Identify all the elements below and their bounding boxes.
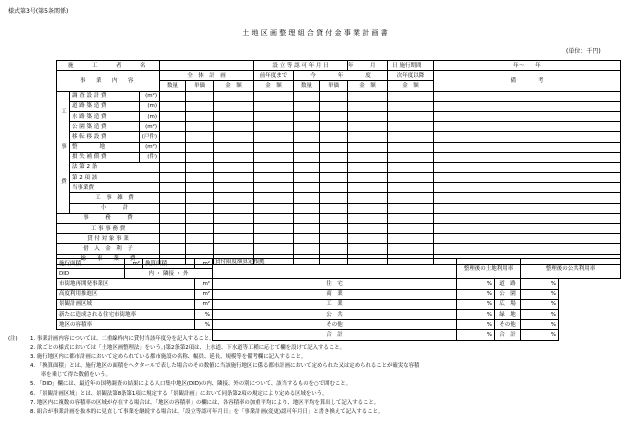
note-item: 4. 「換算面積」とは、施行地区の面積をヘクタールで表した場合のその数値に当該施行地区に係る都市計画において定められた又は定められることが確実な容積 bbox=[30, 363, 420, 370]
note-item: 2. 欲ごとの様式においては「土地区画整理法」をいう。)第2条第2項は、上水道、下水道等工種に応じて欄を設けて記入すること。 bbox=[30, 345, 345, 352]
plan-cell[interactable] bbox=[294, 122, 320, 132]
plan-cell[interactable] bbox=[388, 101, 434, 111]
plan-cell[interactable] bbox=[434, 244, 621, 254]
public-use-title: 整理後の公共利用率 bbox=[521, 259, 621, 279]
work-item-name: 当事業費 bbox=[70, 183, 160, 193]
work-row bbox=[57, 101, 621, 111]
land-use-unit[interactable]: % bbox=[457, 320, 495, 330]
form-label: 様式第3号(第5条関係) bbox=[8, 8, 69, 15]
land-use-label: その他 bbox=[213, 320, 457, 330]
lower-row bbox=[57, 320, 621, 330]
plan-cell[interactable] bbox=[160, 244, 186, 254]
plan-cell[interactable] bbox=[160, 173, 186, 183]
plan-cell[interactable] bbox=[254, 122, 294, 132]
other-item-name: 借 入 金 利 子 bbox=[57, 244, 160, 254]
other-item-name: 総 事 業 費 bbox=[57, 254, 160, 264]
plan-cell[interactable] bbox=[186, 213, 214, 223]
plan-cell[interactable] bbox=[186, 183, 214, 193]
plan-cell[interactable] bbox=[186, 193, 214, 203]
work-item-unit: (m²) bbox=[140, 122, 160, 132]
plan-cell[interactable] bbox=[320, 193, 348, 203]
plan-cell[interactable] bbox=[294, 173, 320, 183]
plan-cell[interactable] bbox=[160, 111, 186, 121]
plan-cell[interactable] bbox=[348, 132, 388, 142]
plan-cell[interactable] bbox=[320, 101, 348, 111]
plan-cell[interactable] bbox=[214, 183, 254, 193]
plan-cell[interactable] bbox=[186, 132, 214, 142]
plan-cell[interactable] bbox=[348, 152, 388, 162]
land-use-label: 工 業 bbox=[213, 299, 457, 309]
lower-row bbox=[57, 299, 621, 309]
did-options[interactable]: 内 ・ 隣接 ・ 外 bbox=[125, 269, 213, 279]
plan-cell[interactable] bbox=[254, 224, 294, 234]
work-item-unit: (m²) bbox=[140, 142, 160, 152]
other-cost-row bbox=[57, 224, 621, 234]
plan-cell[interactable] bbox=[254, 183, 294, 193]
plan-cell[interactable] bbox=[434, 234, 621, 244]
note-item: 7. 地区内に複数の容積率の区域が存在する場合は、「地区の容積率」の欄には、各容積率の加重平均により、地区平均を算出して記入すること。 bbox=[30, 399, 380, 406]
lower-left-label: 地区の容積率 bbox=[57, 320, 195, 330]
plan-cell[interactable] bbox=[186, 173, 214, 183]
plan-cell[interactable] bbox=[294, 142, 320, 152]
plan-cell[interactable] bbox=[254, 162, 294, 172]
public-use-label: その他 bbox=[495, 320, 521, 330]
plan-cell[interactable] bbox=[348, 111, 388, 121]
lower-left-label: 景観計画区域 bbox=[57, 299, 195, 309]
plan-cell[interactable] bbox=[214, 213, 254, 223]
col-unit-price: 単価 bbox=[186, 81, 214, 91]
page-title: 土 地 区 画 整 理 組 合 貸 付 金 事 業 計 画 書 bbox=[242, 29, 388, 37]
plan-cell[interactable] bbox=[434, 173, 621, 183]
note-item: 8. 組合が事業計画を抜本的に見直して事業を継続する場合は、「設立等認可年月日」を「事業計画(変更)認可年月日」と書き換えて記入すること。 bbox=[30, 408, 384, 415]
plan-cell[interactable] bbox=[254, 203, 294, 213]
col-cur-unit-price: 単価 bbox=[320, 81, 348, 91]
plan-cell[interactable] bbox=[160, 91, 186, 101]
public-use-unit[interactable]: % bbox=[521, 299, 559, 309]
work-item-name: 法 第 2 条 bbox=[70, 162, 160, 172]
work-item-unit: (m) bbox=[140, 111, 160, 121]
plan-cell[interactable] bbox=[254, 173, 294, 183]
plan-cell[interactable] bbox=[214, 193, 254, 203]
work-item-name: 小 計 bbox=[70, 203, 160, 213]
plan-cell[interactable] bbox=[348, 224, 388, 234]
plan-cell[interactable] bbox=[160, 234, 186, 244]
plan-cell[interactable] bbox=[434, 224, 621, 234]
plan-cell[interactable] bbox=[186, 101, 214, 111]
land-use-title: 整理後の土地利用率 bbox=[457, 259, 521, 279]
plan-cell[interactable] bbox=[294, 183, 320, 193]
plan-cell[interactable] bbox=[254, 132, 294, 142]
work-item-name: 損 失 補 償 費 bbox=[70, 152, 140, 162]
note-item: 5. 「DID」欄には、最近年の国勢調査の結果による人口集中地区(DID)の内、隣接、外の別について、該当するものを○で囲むこと。 bbox=[30, 381, 352, 388]
plan-cell[interactable] bbox=[434, 142, 621, 152]
plan-cell[interactable] bbox=[254, 244, 294, 254]
applicant-value[interactable] bbox=[160, 61, 254, 71]
land-use-unit[interactable]: % bbox=[457, 299, 495, 309]
work-row bbox=[57, 142, 621, 152]
plan-cell[interactable] bbox=[214, 162, 254, 172]
lower-left-label: 市街地再開発事業区 bbox=[57, 279, 195, 289]
plan-cell[interactable] bbox=[254, 142, 294, 152]
plan-cell[interactable] bbox=[320, 213, 348, 223]
public-use-unit[interactable]: % bbox=[521, 330, 559, 340]
land-use-unit[interactable]: % bbox=[457, 330, 495, 340]
approval-date-value[interactable]: 年 月 日 bbox=[348, 61, 388, 71]
plan-cell[interactable] bbox=[388, 193, 434, 203]
land-use-label: 商 業 bbox=[213, 289, 457, 299]
plan-cell[interactable] bbox=[320, 203, 348, 213]
plan-cell[interactable] bbox=[254, 193, 294, 203]
plan-cell[interactable] bbox=[434, 91, 621, 101]
plan-cell[interactable] bbox=[186, 244, 214, 254]
work-item-name: 公 園 築 造 費 bbox=[70, 122, 140, 132]
plan-cell[interactable] bbox=[254, 152, 294, 162]
lower-row bbox=[57, 279, 621, 289]
plan-cell[interactable] bbox=[186, 234, 214, 244]
work-row bbox=[57, 183, 621, 193]
plan-cell[interactable] bbox=[294, 162, 320, 172]
work-item-name: 第 2 項 該 bbox=[70, 173, 160, 183]
plan-cell[interactable] bbox=[348, 203, 388, 213]
public-use-unit[interactable]: % bbox=[521, 289, 559, 299]
work-item-name: 移 転 移 設 費 bbox=[70, 132, 140, 142]
plan-cell[interactable] bbox=[214, 122, 254, 132]
note-item: 6. 「景観計画区域」とは、景観法第8条第1項に規定する「景観計画」において同条第2項の規定により定める区域をいう。 bbox=[30, 390, 328, 397]
period-label: 施行期間 bbox=[388, 61, 434, 71]
plan-cell[interactable] bbox=[160, 203, 186, 213]
col-next-amount: 金 額 bbox=[388, 81, 434, 91]
land-use-unit[interactable]: % bbox=[457, 279, 495, 289]
public-use-label: 合 計 bbox=[495, 330, 521, 340]
public-use-unit[interactable]: % bbox=[521, 309, 559, 319]
plan-cell[interactable] bbox=[434, 203, 621, 213]
plan-cell[interactable] bbox=[294, 234, 320, 244]
applicant-label: 施 工 者 名 bbox=[57, 61, 160, 71]
plan-cell[interactable] bbox=[320, 142, 348, 152]
plan-cell[interactable] bbox=[294, 91, 320, 101]
converted-area-unit: m² bbox=[195, 259, 213, 269]
plan-cell[interactable] bbox=[320, 244, 348, 254]
plan-cell[interactable] bbox=[214, 224, 254, 234]
other-cost-row bbox=[57, 244, 621, 254]
plan-cell[interactable] bbox=[254, 213, 294, 223]
plan-cell[interactable] bbox=[160, 101, 186, 111]
plan-cell[interactable] bbox=[186, 111, 214, 121]
plan-cell[interactable] bbox=[160, 183, 186, 193]
col-prev-amount: 金 額 bbox=[254, 81, 294, 91]
note-item: 率を乗じて得た数値をいう。 bbox=[30, 372, 111, 379]
plan-cell[interactable] bbox=[388, 162, 434, 172]
plan-cell[interactable] bbox=[348, 213, 388, 223]
plan-cell[interactable] bbox=[388, 173, 434, 183]
notes-section bbox=[8, 335, 419, 417]
plan-cell[interactable] bbox=[160, 122, 186, 132]
note-item: 3. 施行地区内に都市計画において定められている都市施設の名称、幅員、延長、規模等を備考欄に記入すること。 bbox=[30, 354, 307, 361]
did-label: DID bbox=[57, 269, 125, 279]
plan-cell[interactable] bbox=[434, 132, 621, 142]
col-prev-year: 前年度まで bbox=[254, 71, 294, 81]
work-item-unit: (m²) bbox=[140, 91, 160, 101]
plan-cell[interactable] bbox=[434, 183, 621, 193]
other-cost-row bbox=[57, 234, 621, 244]
public-use-unit[interactable]: % bbox=[521, 279, 559, 289]
plan-cell[interactable] bbox=[348, 142, 388, 152]
work-item-name: 工 事 雑 費 bbox=[70, 193, 160, 203]
plan-cell[interactable] bbox=[388, 183, 434, 193]
plan-cell[interactable] bbox=[214, 91, 254, 101]
notes-label: (注) bbox=[8, 336, 18, 342]
plan-cell[interactable] bbox=[434, 101, 621, 111]
plan-cell[interactable] bbox=[348, 183, 388, 193]
public-use-label: 公 園 bbox=[495, 289, 521, 299]
lower-left-unit: m² bbox=[195, 299, 213, 309]
other-cost-row bbox=[57, 213, 621, 223]
work-item-name: 水 路 築 造 費 bbox=[70, 111, 140, 121]
loan-basis[interactable]: 貸付限度額算定根拠 bbox=[213, 259, 457, 279]
plan-cell[interactable] bbox=[214, 203, 254, 213]
plan-cell[interactable] bbox=[214, 111, 254, 121]
plan-cell[interactable] bbox=[294, 193, 320, 203]
land-use-label: 公 共 bbox=[213, 309, 457, 319]
plan-cell[interactable] bbox=[434, 162, 621, 172]
plan-cell[interactable] bbox=[434, 193, 621, 203]
lower-left-unit: m² bbox=[195, 279, 213, 289]
plan-cell[interactable] bbox=[160, 213, 186, 223]
plan-cell[interactable] bbox=[320, 183, 348, 193]
area-label: 施行面積 bbox=[57, 259, 125, 269]
plan-cell[interactable] bbox=[294, 224, 320, 234]
plan-cell[interactable] bbox=[348, 122, 388, 132]
plan-cell[interactable] bbox=[214, 101, 254, 111]
approval-date-label: 設 立 等 認 可 年 月 日 bbox=[254, 61, 348, 71]
header-row-applicant bbox=[57, 61, 621, 71]
plan-cell[interactable] bbox=[254, 234, 294, 244]
plan-cell[interactable] bbox=[320, 224, 348, 234]
work-item-name: 道 路 築 造 費 bbox=[70, 101, 140, 111]
work-item-unit: (m) bbox=[140, 101, 160, 111]
plan-cell[interactable] bbox=[388, 122, 434, 132]
plan-cell[interactable] bbox=[254, 111, 294, 121]
plan-cell[interactable] bbox=[388, 234, 434, 244]
work-row bbox=[57, 122, 621, 132]
plan-cell[interactable] bbox=[294, 152, 320, 162]
plan-cell[interactable] bbox=[186, 224, 214, 234]
unit-note: (単位：千円) bbox=[566, 48, 601, 55]
plan-cell[interactable] bbox=[214, 132, 254, 142]
plan-cell[interactable] bbox=[214, 244, 254, 254]
public-use-label: 広 場 bbox=[495, 299, 521, 309]
plan-cell[interactable] bbox=[160, 224, 186, 234]
plan-cell[interactable] bbox=[214, 152, 254, 162]
plan-cell[interactable] bbox=[388, 152, 434, 162]
plan-cell[interactable] bbox=[294, 203, 320, 213]
plan-cell[interactable] bbox=[214, 173, 254, 183]
other-item-name: 貸 付 対 象 事 業 bbox=[57, 234, 160, 244]
work-row bbox=[57, 152, 621, 162]
converted-area-label: 換算面積 bbox=[143, 259, 195, 269]
col-total-plan: 全 体 計 画 bbox=[160, 71, 254, 81]
plan-cell[interactable] bbox=[186, 152, 214, 162]
col-cur-amount: 金 額 bbox=[348, 81, 388, 91]
lower-row bbox=[57, 289, 621, 299]
plan-cell[interactable] bbox=[254, 91, 294, 101]
work-row bbox=[57, 162, 621, 172]
plan-cell[interactable] bbox=[254, 101, 294, 111]
col-amount: 金 額 bbox=[214, 81, 254, 91]
work-item-name: 整 地 bbox=[70, 142, 140, 152]
work-row bbox=[57, 203, 621, 213]
plan-cell[interactable] bbox=[320, 152, 348, 162]
plan-cell[interactable] bbox=[186, 162, 214, 172]
work-row bbox=[57, 193, 621, 203]
col-cur-qty: 数量 bbox=[294, 81, 320, 91]
work-item-unit: (件) bbox=[140, 152, 160, 162]
plan-cell[interactable] bbox=[320, 173, 348, 183]
plan-cell[interactable] bbox=[348, 162, 388, 172]
plan-cell[interactable] bbox=[160, 132, 186, 142]
plan-cell[interactable] bbox=[214, 234, 254, 244]
land-use-unit[interactable]: % bbox=[457, 309, 495, 319]
col-remarks: 備 考 bbox=[434, 71, 621, 91]
land-use-label: 合 計 bbox=[213, 330, 457, 340]
plan-cell[interactable] bbox=[160, 142, 186, 152]
work-row bbox=[57, 132, 621, 142]
plan-cell[interactable] bbox=[160, 162, 186, 172]
main-plan-table bbox=[56, 60, 621, 265]
plan-cell[interactable] bbox=[388, 203, 434, 213]
plan-cell[interactable] bbox=[434, 152, 621, 162]
col-qty: 数量 bbox=[160, 81, 186, 91]
plan-cell[interactable] bbox=[186, 91, 214, 101]
plan-cell[interactable] bbox=[214, 142, 254, 152]
plan-cell[interactable] bbox=[294, 132, 320, 142]
plan-cell[interactable] bbox=[320, 91, 348, 101]
lower-left-label: 高度利用推進区 bbox=[57, 289, 195, 299]
plan-cell[interactable] bbox=[388, 142, 434, 152]
lower-left-unit: % bbox=[195, 309, 213, 319]
plan-cell[interactable] bbox=[186, 122, 214, 132]
land-use-label: 住 宅 bbox=[213, 279, 457, 289]
note-item: 1. 事業計画内容については、二重線枠内に貸付当該年度分を記入すること。 bbox=[30, 336, 215, 342]
plan-cell[interactable] bbox=[434, 122, 621, 132]
col-item: 事 業 内 容 bbox=[57, 71, 160, 91]
plan-cell[interactable] bbox=[434, 213, 621, 223]
plan-cell[interactable] bbox=[294, 111, 320, 121]
lower-left-unit: % bbox=[195, 320, 213, 330]
plan-cell[interactable] bbox=[388, 213, 434, 223]
public-use-unit[interactable]: % bbox=[521, 320, 559, 330]
plan-cell[interactable] bbox=[294, 101, 320, 111]
public-use-label: 緑 地 bbox=[495, 309, 521, 319]
plan-cell[interactable] bbox=[294, 213, 320, 223]
plan-cell[interactable] bbox=[320, 111, 348, 121]
land-use-unit[interactable]: % bbox=[457, 289, 495, 299]
other-item-name: 事 務 費 bbox=[57, 213, 160, 223]
plan-cell[interactable] bbox=[348, 91, 388, 101]
plan-cell[interactable] bbox=[320, 234, 348, 244]
plan-cell[interactable] bbox=[320, 162, 348, 172]
plan-cell[interactable] bbox=[186, 203, 214, 213]
plan-cell[interactable] bbox=[434, 111, 621, 121]
plan-cell[interactable] bbox=[388, 132, 434, 142]
plan-cell[interactable] bbox=[388, 224, 434, 234]
plan-cell[interactable] bbox=[160, 193, 186, 203]
work-row bbox=[57, 91, 621, 101]
public-use-label: 道 路 bbox=[495, 279, 521, 289]
plan-cell[interactable] bbox=[160, 152, 186, 162]
col-current-year: 今 年 度 bbox=[294, 71, 388, 81]
works-group-label: 工 事 費 bbox=[57, 91, 70, 213]
plan-cell[interactable] bbox=[320, 132, 348, 142]
lower-left-unit: m² bbox=[195, 289, 213, 299]
lower-row bbox=[57, 309, 621, 319]
plan-cell[interactable] bbox=[186, 142, 214, 152]
period-value[interactable]: 年～ 年 bbox=[434, 61, 621, 71]
plan-cell[interactable] bbox=[348, 173, 388, 183]
plan-cell[interactable] bbox=[388, 244, 434, 254]
other-item-name: 工 事 事 務 費 bbox=[57, 224, 160, 234]
plan-cell[interactable] bbox=[348, 234, 388, 244]
col-next-year: 次年度以降 bbox=[388, 71, 434, 81]
plan-cell[interactable] bbox=[348, 193, 388, 203]
plan-cell[interactable] bbox=[388, 91, 434, 101]
lower-left-label: 新たに造成される住宅市街地率 bbox=[57, 309, 195, 319]
plan-cell[interactable] bbox=[348, 244, 388, 254]
work-row bbox=[57, 111, 621, 121]
area-unit: m² bbox=[125, 259, 143, 269]
work-row bbox=[57, 173, 621, 183]
work-item-name: 調 査 設 計 費 bbox=[70, 91, 140, 101]
plan-cell[interactable] bbox=[294, 244, 320, 254]
plan-cell[interactable] bbox=[320, 122, 348, 132]
plan-cell[interactable] bbox=[348, 101, 388, 111]
plan-cell[interactable] bbox=[388, 111, 434, 121]
work-item-unit: (戸件) bbox=[140, 132, 160, 142]
